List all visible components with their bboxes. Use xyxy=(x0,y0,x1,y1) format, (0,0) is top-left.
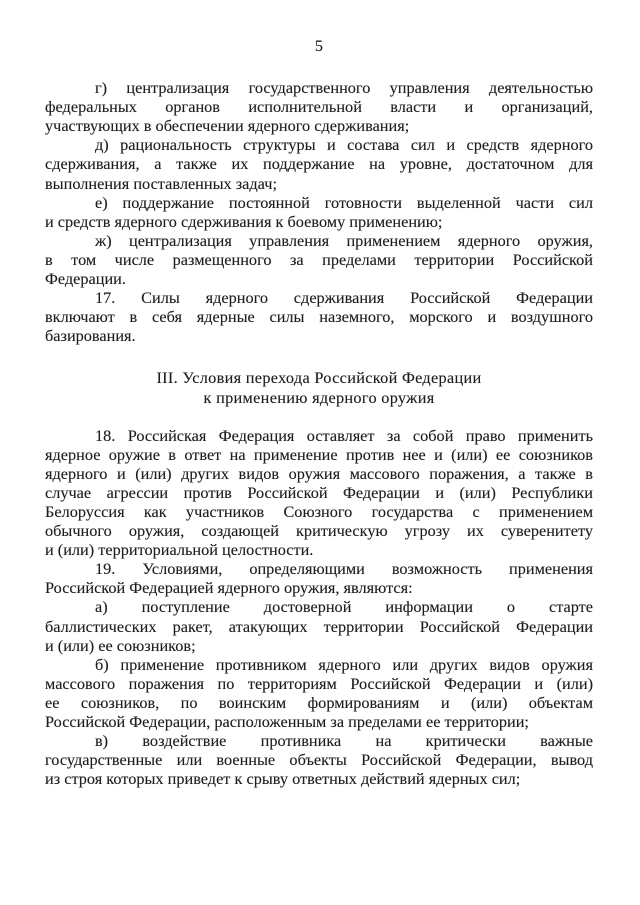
text-line: б) применение противником ядерного или других видов оружия xyxy=(95,654,593,674)
paragraph xyxy=(45,231,593,288)
paragraph xyxy=(45,288,593,345)
text-line: Белоруссия как участников Союзного государства с применением xyxy=(45,501,593,521)
text-line: массового поражения по территориям Российской Федерации и (или) xyxy=(45,673,593,693)
paragraph xyxy=(45,731,593,788)
text-line: включают в себя ядерные силы наземного, морского и воздушного xyxy=(45,307,593,327)
text-line: д) рациональность структуры и состава сил и средств ядерного xyxy=(95,135,593,155)
text-line: сдерживания, а также их поддержание на уровне, достаточном для xyxy=(45,154,593,174)
text-line: ее союзников, по воинским формированиям и (или) объектам xyxy=(45,692,593,712)
text-line: III. Условия перехода Российской Федерации xyxy=(156,368,482,388)
page-number: 5 xyxy=(314,36,324,55)
text-line: ядерного и (или) других видов оружия массового поражения, а также в xyxy=(45,463,593,483)
text-line: а) поступление достоверной информации о старте xyxy=(95,597,593,617)
text-line: в том числе размещенного за пределами территории Российской xyxy=(45,249,593,269)
paragraph xyxy=(45,559,593,597)
text-line: ж) централизация управления применением ядерного оружия, xyxy=(95,230,593,250)
text-line: и (или) ее союзников; xyxy=(45,635,196,655)
text-line: ядерное оружие в ответ на применение против нее и (или) ее союзников xyxy=(45,444,593,464)
section-heading xyxy=(45,368,593,406)
paragraph xyxy=(45,135,593,192)
text-line: обычного оружия, создающей критическую угрозу их суверенитету xyxy=(45,521,593,541)
text-line: к применению ядерного оружия xyxy=(203,387,435,407)
paragraph xyxy=(45,193,593,231)
text-line: и средств ядерного сдерживания к боевому применению; xyxy=(45,211,443,231)
text-line: выполнения поставленных задач; xyxy=(45,173,277,193)
text-line: государственные или военные объекты Российской Федерации, вывод xyxy=(45,750,593,770)
text-line: Российской Федерации, расположенным за пределами ее территории; xyxy=(45,712,529,731)
text-line: баллистических ракет, атакующих территории Российской Федерации xyxy=(45,616,593,636)
text-line: е) поддержание постоянной готовности выделенной части сил xyxy=(95,192,593,212)
paragraph xyxy=(45,597,593,654)
text-line: 19. Условиями, определяющими возможность применения xyxy=(95,559,593,579)
paragraph xyxy=(45,78,593,135)
text-line: федеральных органов исполнительной власти и организаций, xyxy=(45,97,593,117)
paragraph xyxy=(45,426,593,560)
text-line: г) централизация государственного управления деятельностью xyxy=(95,78,593,98)
text-line: 17. Силы ядерного сдерживания Российской Федерации xyxy=(95,288,593,308)
text-line: участвующих в обеспечении ядерного сдерживания; xyxy=(45,116,410,136)
text-line: и (или) территориальной целостности. xyxy=(45,540,314,560)
paragraph xyxy=(45,655,593,731)
text-line: случае агрессии против Российской Федерации и (или) Республики xyxy=(45,482,593,502)
text-line: Федерации. xyxy=(45,269,126,289)
text-line: в) воздействие противника на критически важные xyxy=(95,731,593,751)
page-content xyxy=(45,78,593,788)
text-line: базирования. xyxy=(45,326,136,346)
text-line: Российской Федерацией ядерного оружия, являются: xyxy=(45,578,413,598)
text-line: 18. Российская Федерация оставляет за собой право применить xyxy=(95,425,593,445)
text-line: из строя которых приведет к срыву ответных действий ядерных сил; xyxy=(45,769,521,789)
